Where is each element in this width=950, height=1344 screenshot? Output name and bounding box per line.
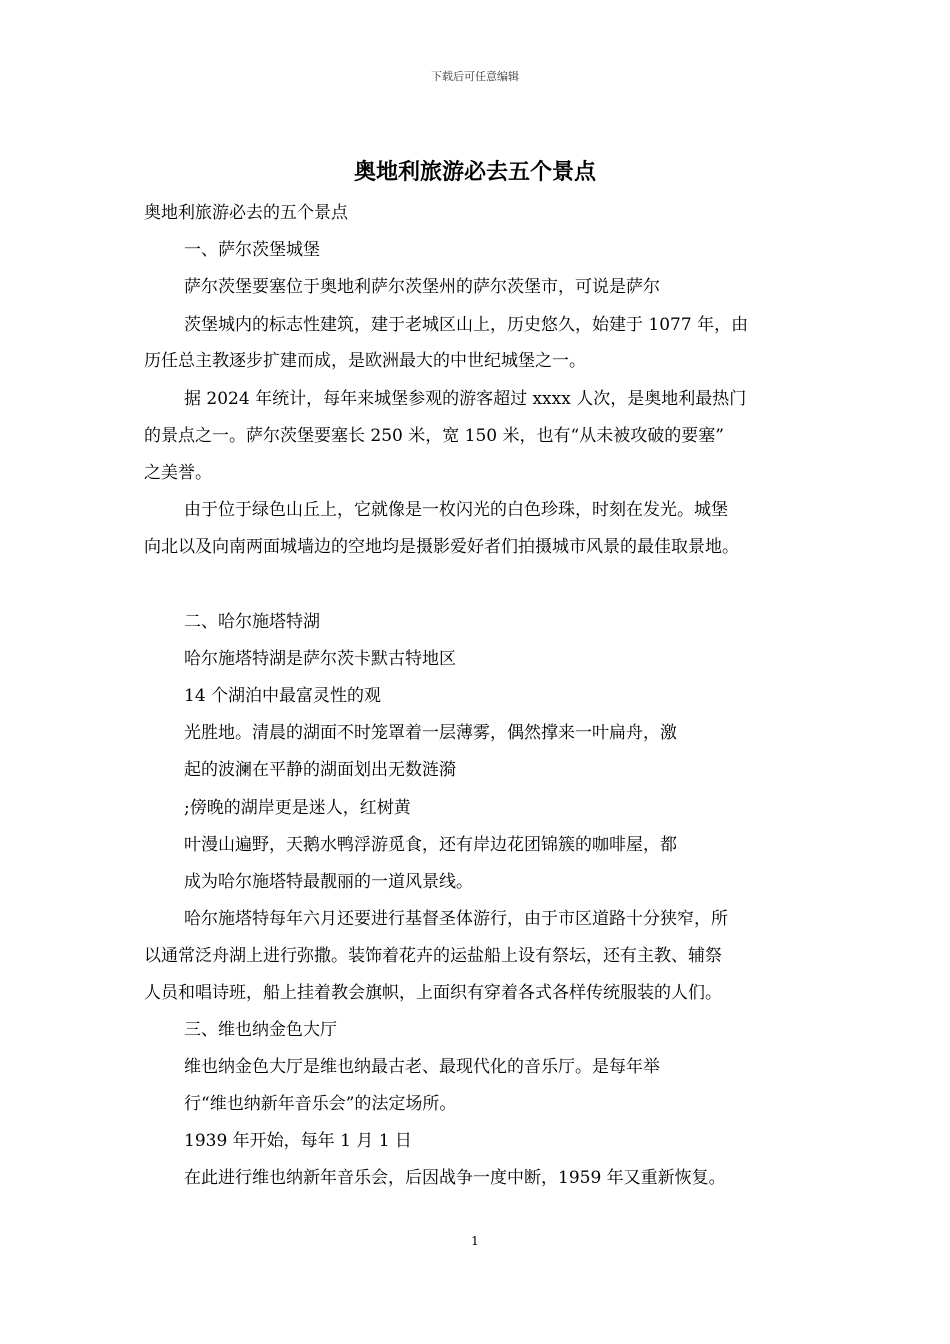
paragraph-line: 茨堡城内的标志性建筑，建于老城区山上，历史悠久，始建于 1077 年，由 (184, 315, 749, 335)
document-title: 奥地利旅游必去五个景点 (353, 159, 596, 185)
section-heading: 三、维也纳金色大厅 (184, 1020, 337, 1040)
paragraph-line: 哈尔施塔特每年六月还要进行基督圣体游行，由于市区道路十分狭窄，所 (184, 909, 728, 929)
paragraph-line: 成为哈尔施塔特最靓丽的一道风景线。 (184, 872, 473, 892)
paragraph-line: 以通常泛舟湖上进行弥撒。装饰着花卉的运盐船上设有祭坛，还有主教、辅祭 (144, 946, 722, 966)
paragraph-line: 历任总主教逐步扩建而成，是欧洲最大的中世纪城堡之一。 (144, 351, 586, 371)
paragraph-line: 萨尔茨堡要塞位于奥地利萨尔茨堡州的萨尔茨堡市，可说是萨尔 (184, 277, 660, 297)
paragraph-line: 由于位于绿色山丘上，它就像是一枚闪光的白色珍珠，时刻在发光。城堡 (184, 500, 728, 520)
paragraph-line: 维也纳金色大厅是维也纳最古老、最现代化的音乐厅。是每年举 (184, 1057, 660, 1077)
page-number: 1 (471, 1234, 479, 1248)
paragraph-line: 奥地利旅游必去的五个景点 (144, 203, 348, 223)
paragraph-line: 哈尔施塔特湖是萨尔茨卡默古特地区 (184, 649, 456, 669)
paragraph-line: 之美誉。 (144, 463, 212, 483)
page-header: 下载后可任意编辑 (431, 70, 519, 83)
section-heading: 二、哈尔施塔特湖 (184, 612, 320, 632)
paragraph-line: 光胜地。清晨的湖面不时笼罩着一层薄雾，偶然撑来一叶扁舟，激 (184, 723, 677, 743)
paragraph-line: 叶漫山遍野，天鹅水鸭浮游觅食，还有岸边花团锦簇的咖啡屋，都 (184, 835, 677, 855)
paragraph-line: 的景点之一。萨尔茨堡要塞长 250 米，宽 150 米，也有“从未被攻破的要塞” (144, 426, 724, 446)
paragraph-line: 行“维也纳新年音乐会”的法定场所。 (184, 1094, 457, 1114)
section-heading: 一、萨尔茨堡城堡 (184, 240, 320, 260)
paragraph-line: 14 个湖泊中最富灵性的观 (184, 686, 382, 706)
paragraph-line: 起的波澜在平静的湖面划出无数涟漪 (184, 760, 456, 780)
paragraph-line: ;傍晚的湖岸更是迷人，红树黄 (184, 798, 411, 818)
paragraph-line: 在此进行维也纳新年音乐会，后因战争一度中断，1959 年又重新恢复。 (184, 1168, 726, 1188)
paragraph-line: 据 2024 年统计，每年来城堡参观的游客超过 xxxx 人次，是奥地利最热门 (184, 389, 747, 409)
paragraph-line: 1939 年开始，每年 1 月 1 日 (184, 1131, 412, 1151)
paragraph-line: 人员和唱诗班，船上挂着教会旗帜，上面织有穿着各式各样传统服装的人们。 (144, 983, 722, 1003)
paragraph-line: 向北以及向南两面城墙边的空地均是摄影爱好者们拍摄城市风景的最佳取景地。 (144, 537, 739, 557)
